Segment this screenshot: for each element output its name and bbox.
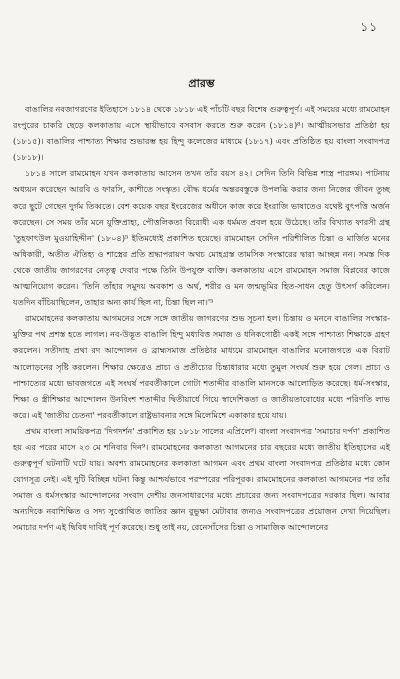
page-number: ১১ xyxy=(360,20,378,34)
paragraph-3: রামমোহনের কলকাতায় আগমনের সঙ্গে সঙ্গে জাতীয় জাগরণের শুভ সূচনা হল। চিন্তায় ও মননে বাঙালির সংস্কার-মুক্তির পথ প্রশস্ত হতে লাগল। নব-উদ্ভূত বাঙালি হিন্দু মধ্যবিত্ত সমাজ ও ধনিকগোষ্ঠী একই সঙ্গে পাশ্চাত্য শিক্ষাকে গ্রহণ করলেন। সতীদাহ প্রথা রদ আন্দোলন ও ব্রাহ্মসমাজ প্রতিষ্ঠার মাধ্যমে রামমোহন বাঙালির মনোজগতে এক বিরাট আলোড়নের সৃষ্টি করলেন। শিক্ষার ক্ষেত্রেও প্রাচ্য ও প্রতীচ্যের চিন্তাধারার মধ্যে তুমুল সংঘর্ষ শুরু হয়ে গেল। প্রাচ্য ও পাশ্চাত্যের মধ্যে ভাবজগতে এই সংঘর্ষ পরবর্তীকালে গোটা শতাব্দীর বাঙালি মানসকে আলোড়িত করেছে। ধর্ম-সংস্কার, শিক্ষা ও স্ত্রীশিক্ষার আন্দোলন উনবিংশ শতাব্দীর দ্বিতীয়ার্ধে গিয়ে স্বাদেশিকতা ও জাতীয়তাবোধের মধ্যে পরিণতি লাভ করে। এই 'জাতীয় চেতনা' পরবর্তীকালে রাষ্ট্রভাবনার সঙ্গে মিলেমিশে একাকার হয়ে যায়। xyxy=(13,313,390,420)
paragraph-2: ১৮১৪ সালে রামমোহন যখন কলকাতায় আসেন তখন তাঁর বয়স ৪২। সেদিন তিনি বিভিন্ন শাস্ত্র পারঙ্গম। পাটনায় অধ্যয়ন করেছেন আরবি ও ফারসি, কাশীতে সংস্কৃত। বৌদ্ধ ধর্মের অন্তরবস্তুকে উপলব্ধি করার জন্য নিজের জীবন তুচ্ছ করে ছুটে গেছেন দুর্গম তিব্বতে। বেশ কয়েক বছর ইংরেজের অধীনে কাজ করে ইংরাজি ভাষাতেও যথেষ্ট বুৎপত্তি অর্জন করেছেন। সে সময় তাঁর মনে যুক্তিপ্রাহ্য, পৌত্তলিকতা বিরোধী এক ধর্মমত প্রবল হয়ে উঠেছে। তাঁর বিখ্যাত ফারসী গ্রন্থ 'তুহফাৎউল মুওয়াহিদ্দীন' (১৮০৪)⁵ ইতিমধ্যেই প্রকাশিত হয়েছে। রামমোহন সেদিন পরিশীলিত চিন্তা ও মার্জিত মনের অধিকারী, অতীত ঐতিহ্য ও শাস্ত্রের প্রতি শ্রদ্ধাপরায়ণ অথচ মোহগ্রস্ত তামসিক সংস্কারের দ্বারা আচ্ছন্ন নন। সমস্ত দিক থেকে জাতীয় জাগরণের নেতৃত্ব দেবার পক্ষে তিনি উপযুক্ত ব্যক্তি। কলকাতায় এসে রামমোহন সমাজ বিপ্লবের কাজে আত্মনিয়োগ করেন। 'তিনি তাঁহার সমুদয় অবকাশ ও অর্থ, শরীর ও মন জন্মভূমির হিত-সাধন হেতু উৎসর্গ করিলেন। যতদিন বাঁচিয়াছিলেন, তাহার অন্য কার্য ছিল না, চিন্তা ছিল না।'⁵ xyxy=(13,168,390,308)
paragraph-1: বাঙালির নবজাগরণের ইতিহাসে ১৮১৪ থেকে ১৮১৮ এই পাঁচটি বছর বিশেষ গুরুত্বপূর্ণ। এই সময়ের মধ্যে রামমোহন রংপুরের চাকরি ছেড়ে কলকাতায় এসে স্থায়ীভাবে বসবাস করতে শুরু করেন (১৮১৪)⁸। আত্মীয়সভার প্রতিষ্ঠা হয় (১৮১৫)। বাঙালির পাশ্চাত্য শিক্ষার শুভারম্ভ হয় হিন্দু কলেজের মাধ্যমে (১৮১৭) এবং প্রতিষ্ঠিত হয় বাংলা সংবাদপত্র (১৮১৮)। xyxy=(13,104,390,163)
chapter-heading: প্রারম্ভ xyxy=(188,77,215,90)
paragraph-4: প্রথম বাংলা সাময়িকপত্র 'দিগদর্শন' প্রকাশিত হয় ১৮১৮ সালের এপ্রিলে⁹। বাংলা সংবাদপত্র 'সমাচার দর্পণ' প্রকাশিত হয় এর পরের মাসে ২৩ মে শনিবার দিন⁹। রামমোহনের কলকাতা আগমনের চার বছরের মধ্যে জাতীয় ইতিহাসের এই গুরুত্বপূর্ণ ঘটনাটি ঘটে যায়। অবশ্য রামমোহনের কলকাতা আগমন এবং প্রথম বাংলা সংবাদপত্র প্রতিষ্ঠার মধ্যে কোন যোগসূত্র নেই। এই দুটি বিচ্ছিন্ন ঘটনা কিন্তু আশ্চর্যভাবে পরস্পরের পরিপূরক। রামমোহনের কলকাতা আগমনের পর তাঁর সমাজ ও ধর্মসংস্কার আন্দোলনের সংবাদ দেশীয় জনসাধারণের মধ্যে প্রচারের জন্য সংবাদপত্রের দরকার ছিল। আবার অন্যদিকে নবাশিক্ষিত ও সদ্য সুপ্তোত্থিত জাতির জ্ঞান বুভুক্ষা মেটাবার জন্যও সংবাদপত্রের প্রয়োজন দেখা দিয়েছিল। সমাচার দর্পণ এই দ্বিবিধ দাবিই পূর্ণ করেছে। শুধু তাই নয়, রেনেসাঁসের চিন্তা ও সামাজিক আন্দোলনের xyxy=(13,425,390,533)
